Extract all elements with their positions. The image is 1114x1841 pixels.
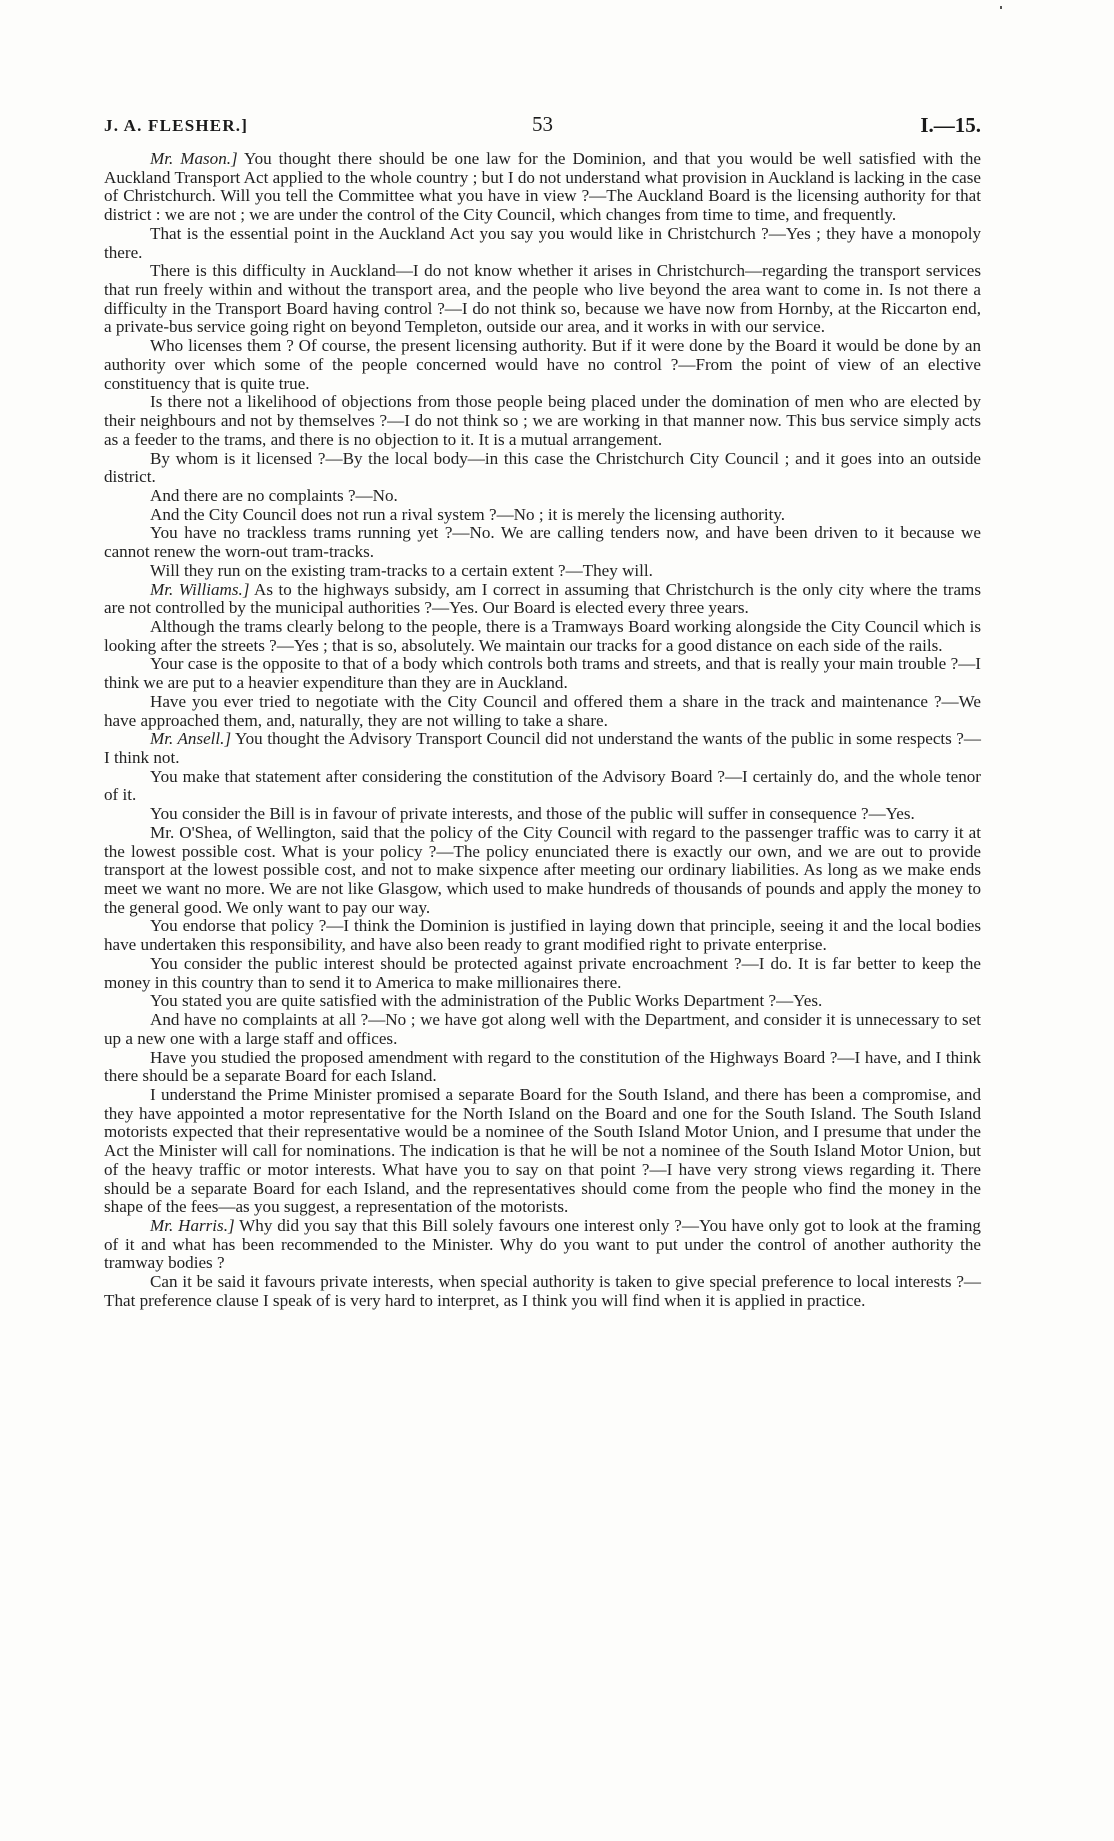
paragraph: [104, 693, 981, 730]
paragraph: [104, 618, 981, 655]
paragraph-text: You have no trackless trams running yet ?—No. We are calling tenders now, and have been driven to it because we cannot renew the worn-out tram-tracks.: [104, 523, 981, 562]
paragraph-text: You endorse that policy ?—I think the Dominion is justified in laying down that principle, seeing it and the local bodies have undertaken this responsibility, and have also been ready to grant modified right to private enterprise.: [104, 916, 981, 955]
paragraph: [104, 1011, 981, 1048]
speaker-label: Mr. Mason.]: [150, 149, 238, 168]
paragraph: [104, 824, 981, 918]
paragraph-text: You consider the Bill is in favour of private interests, and those of the public will suffer in consequence ?—Yes.: [150, 804, 915, 824]
paragraph-text: Although the trams clearly belong to the people, there is a Tramways Board working alongside the City Council which is looking after the streets ?—Yes ; that is so, absolutely. We maintain our tracks for a good distance on each side of the rails.: [104, 616, 981, 655]
evidence-text: [104, 150, 981, 1311]
scan-mark: [1000, 6, 1002, 9]
paragraph-text: As to the highways subsidy, am I correct in assuming that Christchurch is the only city where the trams are not controlled by the municipal authorities ?—Yes. Our Board is elected every three years.: [104, 579, 981, 618]
paragraph-text: And the City Council does not run a rival system ?—No ; it is merely the licensing authority.: [150, 504, 786, 524]
paragraph: [104, 524, 981, 561]
paragraph: [104, 487, 981, 506]
paragraph: [104, 150, 981, 225]
paragraph: [104, 955, 981, 992]
paragraph-text: By whom is it licensed ?—By the local body—in this case the Christchurch City Council ; and it goes into an outside district.: [104, 448, 981, 487]
paragraph: [104, 917, 981, 954]
paragraph: [104, 337, 981, 393]
paragraph-text: That is the essential point in the Auckland Act you say you would like in Christchurch ?—Yes ; they have a monopoly there.: [104, 223, 981, 262]
paragraph-text: You make that statement after considering the constitution of the Advisory Board ?—I certainly do, and the whole tenor of it.: [104, 766, 981, 805]
paragraph: [104, 1217, 981, 1273]
paragraph-text: I understand the Prime Minister promised a separate Board for the South Island, and there has been a compromise, and they have appointed a motor representative for the North Island on the Board and one for the South Island. The South Island motorists expected that their representative would be a nominee of the South Island Motor Union, and I presume that under the Act the Minister will call for nominations. The indication is that he will be not a nominee of the South Island Motor Union, but of the heavy traffic or motor interests. What have you to say on that point ?—I have very strong views regarding it. There should be a separate Board for each Island, and the representatives should come from the people who find the money in the shape of the fees—as you suggest, a representation of the motorists.: [104, 1084, 981, 1217]
speaker-label: Mr. Ansell.]: [150, 729, 232, 749]
paragraph-text: And there are no complaints ?—No.: [150, 485, 398, 505]
paragraph: [104, 393, 981, 449]
paragraph-text: Mr. O'Shea, of Wellington, said that the policy of the City Council with regard to the passenger traffic was to carry it at the lowest possible cost. What is your policy ?—The policy enunciated there is exactly our own, and we are out to provide transport at the lowest possible cost, and not to make sixpence after meeting our ordinary liabilities. As long as we make ends meet we want no more. We are not like Glasgow, which used to make hundreds of thousands of pounds and apply the money to the general good. We only want to pay our way.: [104, 822, 981, 917]
paragraph-text: Who licenses them ? Of course, the present licensing authority. But if it were done by the Board it would be done by an authority over which some of the people concerned would have no control ?—From the point of view of an elective constituency that is quite true.: [104, 336, 981, 393]
paragraph-text: Can it be said it favours private interests, when special authority is taken to give special preference to local interests ?—That preference clause I speak of is very hard to interpret, as I think you will find when it is applied in practice.: [104, 1272, 981, 1310]
page-header: [104, 112, 981, 142]
witness-name: J. A. FLESHER.]: [104, 116, 249, 135]
paragraph-text: Have you studied the proposed amendment with regard to the constitution of the Highways Board ?—I have, and I think there should be a separate Board for each Island.: [104, 1047, 981, 1086]
paragraph: [104, 1049, 981, 1086]
paragraph-text: You stated you are quite satisfied with the administration of the Public Works Department ?—Yes.: [150, 991, 823, 1011]
paragraph: [104, 581, 981, 618]
paragraph-text: You consider the public interest should be protected against private encroachment ?—I do. It is far better to keep the money in this country than to send it to America to make millionaires there.: [104, 953, 981, 992]
paragraph-text: Is there not a likelihood of objections from those people being placed under the domination of men who are elected by their neighbours and not by themselves ?—I do not think so ; we are working in that manner now. This bus service simply acts as a feeder to the trams, and there is no objection to it. It is a mutual arrangement.: [104, 392, 981, 449]
speaker-label: Mr. Williams.]: [150, 579, 250, 599]
paragraph: [104, 730, 981, 767]
page-number: 53: [532, 112, 553, 136]
paragraph: [104, 1086, 981, 1217]
paragraph-text: Have you ever tried to negotiate with the City Council and offered them a share in the track and maintenance ?—We have approached them, and, naturally, they are not willing to take a share.: [104, 691, 981, 730]
paragraph: [104, 262, 981, 337]
paragraph-text: You thought the Advisory Transport Council did not understand the wants of the public in some respects ?—I think not.: [104, 729, 981, 767]
paragraph: [104, 655, 981, 692]
paragraph: [104, 450, 981, 487]
paragraph: [104, 1273, 981, 1310]
paragraph: [104, 992, 981, 1011]
paragraph: [104, 805, 981, 824]
paragraph-text: You thought there should be one law for the Dominion, and that you would be well satisfied with the Auckland Transport Act applied to the whole country ; but I do not understand what provision in Auckland is lacking in the case of Christchurch. Will you tell the Committee what you have in view ?—The Auckland Board is the licensing authority for that district : we are not ; we are under the control of the City Council, which changes from time to time, and frequently.: [104, 149, 981, 225]
paragraph-text: And have no complaints at all ?—No ; we have got along well with the Department, and consider it is unnecessary to set up a new one with a large staff and offices.: [104, 1010, 981, 1048]
paragraph-text: There is this difficulty in Auckland—I do not know whether it arises in Christchurch—regarding the transport services that run freely within and without the transport area, and the people who live beyond the area want to come in. Is not there a difficulty in the Transport Board having control ?—I do not think so, because we have now from Hornby, at the Riccarton end, a private-bus service going right on beyond Templeton, outside our area, and it works in with our service.: [104, 261, 981, 337]
paragraph-text: Why did you say that this Bill solely favours one interest only ?—You have only got to look at the framing of it and what has been recommended to the Minister. Why do you want to put under the control of another authority the tramway bodies ?: [104, 1215, 981, 1273]
paragraph: [104, 768, 981, 805]
paragraph: [104, 506, 981, 525]
paper-reference: I.—15.: [920, 113, 981, 137]
paragraph-text: Your case is the opposite to that of a body which controls both trams and streets, and that is really your main trouble ?—I think we are put to a heavier expenditure than they are in Auckland.: [104, 654, 981, 693]
paragraph: [104, 562, 981, 581]
paragraph: [104, 225, 981, 262]
speaker-label: Mr. Harris.]: [150, 1215, 235, 1235]
paragraph-text: Will they run on the existing tram-tracks to a certain extent ?—They will.: [150, 560, 653, 580]
